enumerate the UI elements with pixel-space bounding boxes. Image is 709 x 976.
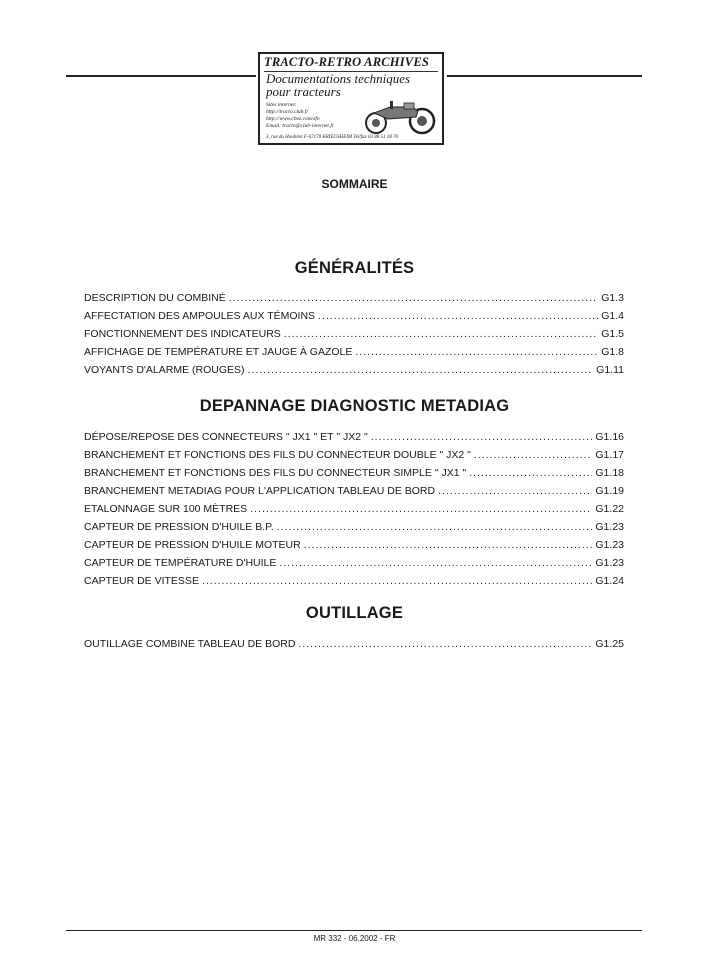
toc-entry — [84, 536, 624, 554]
toc-entry — [84, 446, 624, 464]
stamp-email: Email: tracto@club-internet.fr — [266, 123, 334, 129]
toc-entry-page: G1.22 — [595, 503, 624, 515]
stamp-subtitle-line1: Documentations techniques — [266, 71, 411, 86]
section-title-depannage: DEPANNAGE DIAGNOSTIC METADIAG — [199, 397, 510, 415]
toc-entry-page: G1.5 — [601, 328, 624, 340]
toc-entry-label: AFFECTATION DES AMPOULES AUX TÉMOINS — [84, 310, 316, 322]
toc-leader-dots — [355, 343, 598, 361]
toc-leader-dots — [474, 446, 593, 464]
toc-leader-dots — [469, 464, 592, 482]
footer-reference: MR 332 - 06.2002 - FR — [313, 934, 396, 943]
toc-entry-label: CAPTEUR DE PRESSION D'HUILE MOTEUR — [84, 539, 301, 551]
page-title: SOMMAIRE — [321, 177, 388, 191]
header-rule-right — [447, 75, 642, 77]
toc-entry-label: CAPTEUR DE VITESSE — [84, 575, 199, 587]
stamp-address: 3, rue du Houblon F-67170 KRIEGSHEIM Tel/fax 03 88 51 18 70 — [266, 135, 399, 140]
toc-entry-page: G1.19 — [595, 485, 624, 497]
section-title-generalites: GÉNÉRALITÉS — [294, 259, 415, 277]
toc-list-outillage — [84, 635, 624, 653]
toc-entry — [84, 554, 624, 572]
toc-entry-page: G1.3 — [601, 292, 624, 304]
toc-leader-dots — [371, 428, 593, 446]
toc-leader-dots — [318, 307, 598, 325]
toc-entry — [84, 518, 624, 536]
toc-leader-dots — [298, 635, 592, 653]
toc-entry-page: G1.23 — [595, 521, 624, 533]
toc-leader-dots — [277, 518, 593, 536]
toc-entry-label: CAPTEUR DE PRESSION D'HUILE B.P. — [84, 521, 274, 533]
toc-leader-dots — [304, 536, 593, 554]
toc-entry-label: ETALONNAGE SUR 100 MÈTRES — [84, 503, 248, 515]
toc-entry — [84, 572, 624, 590]
archive-stamp — [258, 52, 444, 145]
toc-entry-page: G1.17 — [595, 449, 624, 461]
toc-entry — [84, 361, 624, 379]
footer-rule — [66, 930, 642, 931]
toc-entry-label: BRANCHEMENT ET FONCTIONS DES FILS DU CONNECTEUR DOUBLE " JX2 " — [84, 449, 471, 461]
toc-list-depannage — [84, 428, 624, 590]
toc-leader-dots — [284, 325, 598, 343]
toc-entry-page: G1.11 — [596, 364, 624, 376]
toc-entry-page: G1.25 — [595, 638, 624, 650]
toc-entry — [84, 635, 624, 653]
toc-entry-label: CAPTEUR DE TEMPÉRATURE D'HUILE — [84, 557, 277, 569]
toc-entry — [84, 289, 624, 307]
toc-entry-label: BRANCHEMENT ET FONCTIONS DES FILS DU CONNECTEUR SIMPLE " JX1 " — [84, 467, 467, 479]
toc-entry — [84, 343, 624, 361]
toc-leader-dots — [248, 361, 594, 379]
toc-entry-page: G1.8 — [601, 346, 624, 358]
toc-entry — [84, 482, 624, 500]
stamp-sites-label: Sites internet: — [266, 102, 297, 108]
toc-entry — [84, 500, 624, 518]
toc-list-generalites — [84, 289, 624, 379]
stamp-title: TRACTO-RETRO ARCHIVES — [264, 55, 438, 72]
toc-entry-page: G1.16 — [595, 431, 624, 443]
toc-entry-label: DESCRIPTION DU COMBINÉ — [84, 292, 226, 304]
toc-entry-label: AFFICHAGE DE TEMPÉRATURE ET JAUGE À GAZOLE — [84, 346, 353, 358]
stamp-subtitle-line2: pour tracteurs — [266, 84, 341, 99]
toc-entry-label: VOYANTS D'ALARME (ROUGES) — [84, 364, 245, 376]
toc-entry — [84, 464, 624, 482]
toc-entry-page: G1.4 — [601, 310, 624, 322]
toc-entry-page: G1.18 — [595, 467, 624, 479]
stamp-site-1: http://tracto.club.fr — [266, 109, 309, 115]
header-rule-left — [66, 75, 256, 77]
toc-entry-page: G1.23 — [595, 557, 624, 569]
toc-entry-page: G1.24 — [595, 575, 624, 587]
toc-entry-label: BRANCHEMENT METADIAG POUR L'APPLICATION TABLEAU DE BORD — [84, 485, 436, 497]
toc-entry-label: FONCTIONNEMENT DES INDICATEURS — [84, 328, 281, 340]
toc-leader-dots — [202, 572, 592, 590]
tractor-icon — [360, 99, 440, 135]
toc-leader-dots — [279, 554, 592, 572]
toc-leader-dots — [250, 500, 592, 518]
toc-entry-label: OUTILLAGE COMBINE TABLEAU DE BORD — [84, 638, 296, 650]
toc-entry — [84, 307, 624, 325]
toc-leader-dots — [438, 482, 592, 500]
section-title-outillage: OUTILLAGE — [305, 604, 404, 622]
toc-entry-label: DÉPOSE/REPOSE DES CONNECTEURS " JX1 " ET " JX2 " — [84, 431, 368, 443]
toc-leader-dots — [229, 289, 598, 307]
toc-entry — [84, 428, 624, 446]
stamp-site-2: http://www.chez.com/sfo — [266, 116, 320, 122]
toc-entry — [84, 325, 624, 343]
toc-entry-page: G1.23 — [595, 539, 624, 551]
